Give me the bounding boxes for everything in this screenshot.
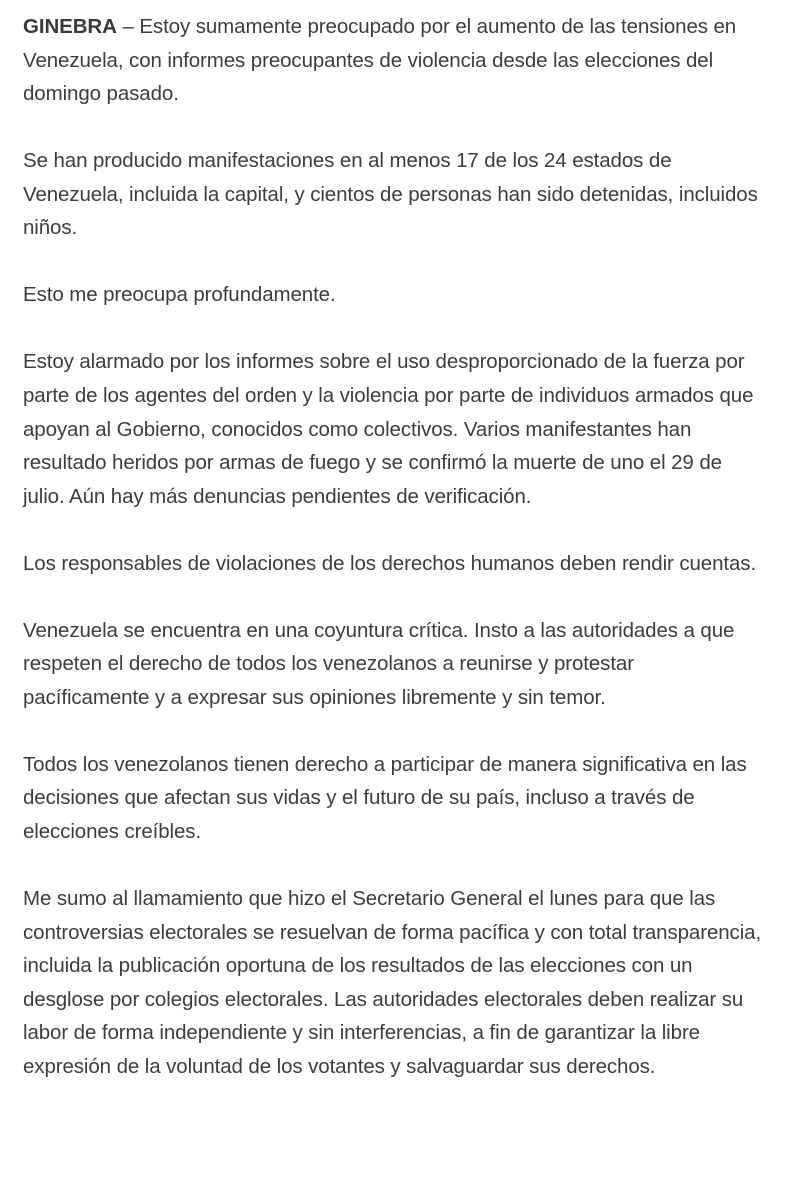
lead-paragraph (23, 10, 763, 111)
lead-text: Estoy sumamente preocupado por el aumento de las tensiones en Venezuela, con informes preocupantes de violencia desde las elecciones del domingo pasado. (23, 15, 737, 106)
paragraph-accountability: Los responsables de violaciones de los derechos humanos deben rendir cuentas. (23, 551, 757, 575)
paragraph-violence: Estoy alarmado por los informes sobre el uso desproporcionado de la fuerza por parte de los agentes del orden y la violencia por parte de individuos armados que apoyan al Gobierno, conocidos como colectivos. Varios manifestantes han resultado heridos por armas de fuego y se confirmó la muerte de uno el 29 de julio. Aún hay más denuncias pendientes de verificación. (23, 350, 754, 508)
lead-separator: – (116, 15, 140, 38)
paragraph-concern: Esto me preocupa profundamente. (23, 283, 336, 307)
article-body (23, 10, 763, 1084)
paragraph-protests: Se han producido manifestaciones en al menos 17 de los 24 estados de Venezuela, incluida la capital, y cientos de personas han sido detenidas, incluidos niños. (23, 149, 758, 240)
paragraph-transparency: Me sumo al llamamiento que hizo el Secretario General el lunes para que las controversias electorales se resuelvan de forma pacífica y con total transparencia, incluida la publicación oportuna de los resultados de las elecciones con un desglose por colegios electorales. Las autoridades electorales deben realizar su labor de forma independiente y sin interferencias, a fin de garantizar la libre expresión de la voluntad de los votantes y salvaguardar sus derechos. (23, 887, 762, 1078)
paragraph-critical-juncture: Venezuela se encuentra en una coyuntura crítica. Insto a las autoridades a que respeten el derecho de todos los venezolanos a reunirse y protestar pacíficamente y a expresar sus opiniones libremente y sin temor. (23, 618, 735, 709)
dateline: GINEBRA (23, 15, 117, 38)
paragraph-participation: Todos los venezolanos tienen derecho a participar de manera significativa en las decisiones que afectan sus vidas y el futuro de su país, incluso a través de elecciones creíbles. (23, 752, 747, 844)
